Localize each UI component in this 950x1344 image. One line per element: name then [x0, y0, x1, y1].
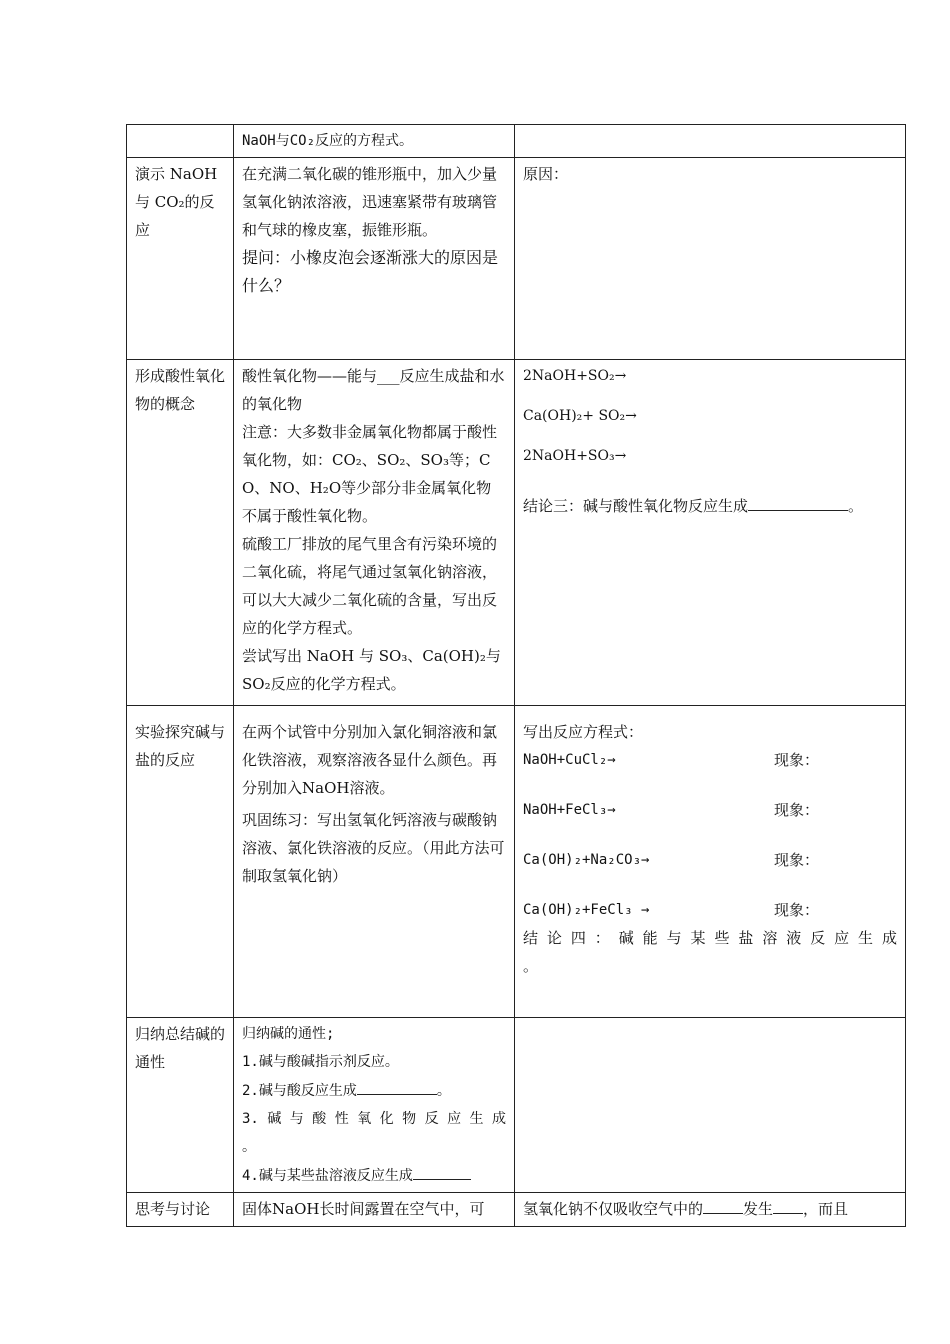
row-content: 在两个试管中分别加入氯化铜溶液和氯化铁溶液，观察溶液各显什么颜色。再分别加入NaOH溶液。 巩固练习：写出氢氧化钙溶液与碳酸钠溶液、氯化铁溶液的反应。（用此方法可制取氢氧化钠） [234, 706, 515, 1018]
row-content: 在充满二氧化碳的锥形瓶中，加入少量氢氧化钠浓溶液，迅速塞紧带有玻璃管和气球的橡皮塞，振锥形瓶。 提问：小橡皮泡会逐渐涨大的原因是什么？ [234, 158, 515, 360]
conclusion-three: 结论三：碱与酸性氧化物反应生成 。 [523, 492, 897, 520]
row-content: NaOH与CO₂反应的方程式。 [234, 125, 515, 158]
row-label: 形成酸性氧化物的概念 [127, 360, 234, 706]
row-label: 演示 NaOH 与 CO₂的反应 [127, 158, 234, 360]
equation-row: NaOH+FeCl₃→ 现象： [523, 801, 819, 819]
row-content: 归纳碱的通性; 1.碱与酸碱指示剂反应。 2.碱与酸反应生成 。 3.碱与酸性氧化物反应生成 。 4.碱与某些盐溶液反应生成 [234, 1018, 515, 1193]
row-label: 实验探究碱与盐的反应 [127, 706, 234, 1018]
table-row [127, 706, 906, 1018]
row-label: 思考与讨论 [127, 1193, 234, 1227]
row-result [515, 1018, 906, 1193]
row-content: 固体NaOH长时间露置在空气中，可 [234, 1193, 515, 1227]
row-result: 氢氧化钠不仅吸收空气中的 发生 ，而且 [515, 1193, 906, 1227]
row-label: 归纳总结碱的通性 [127, 1018, 234, 1193]
equation-row: NaOH+CuCl₂→ 现象： [523, 751, 819, 769]
table-row [127, 360, 906, 706]
equation-row: Ca(OH)₂+FeCl₃ → 现象： [523, 901, 819, 919]
equation-row: Ca(OH)₂+Na₂CO₃→ 现象： [523, 851, 819, 869]
table-row [127, 125, 906, 158]
lesson-table [126, 124, 906, 1227]
row-label [127, 125, 234, 158]
row-content: 酸性氧化物——能与___反应生成盐和水的氧化物 注意：大多数非金属氧化物都属于酸性氧化物，如：CO₂、SO₂、SO₃等；CO、NO、H₂O等少部分非金属氧化物不属于酸性氧化物。 硫酸工厂排放的尾气里含有污染环境的二氧化硫，将尾气通过氢氧化钠溶液，可以大大减少二氧化硫的含量，写出反应的化学方程式。 尝试写出 NaOH 与 SO₃、Ca(OH)₂与 SO₂反应的化学方程式。 [234, 360, 515, 706]
row-result: 写出反应方程式： NaOH+CuCl₂→ 现象： NaOH+FeCl₃→ 现象： Ca(OH)₂+Na₂CO₃→ 现象： Ca(OH)₂+FeCl₃ → 现象： 结论四：碱能与某些盐溶液反应生成 。 [515, 706, 906, 1018]
table-row [127, 158, 906, 360]
row-result: 2NaOH+SO₂→ Ca(OH)₂+ SO₂→ 2NaOH+SO₃→ 结论三：碱与酸性氧化物反应生成 。 [515, 360, 906, 706]
table-row [127, 1018, 906, 1193]
row-result: 原因： [515, 158, 906, 360]
table-row [127, 1193, 906, 1227]
row-result [515, 125, 906, 158]
